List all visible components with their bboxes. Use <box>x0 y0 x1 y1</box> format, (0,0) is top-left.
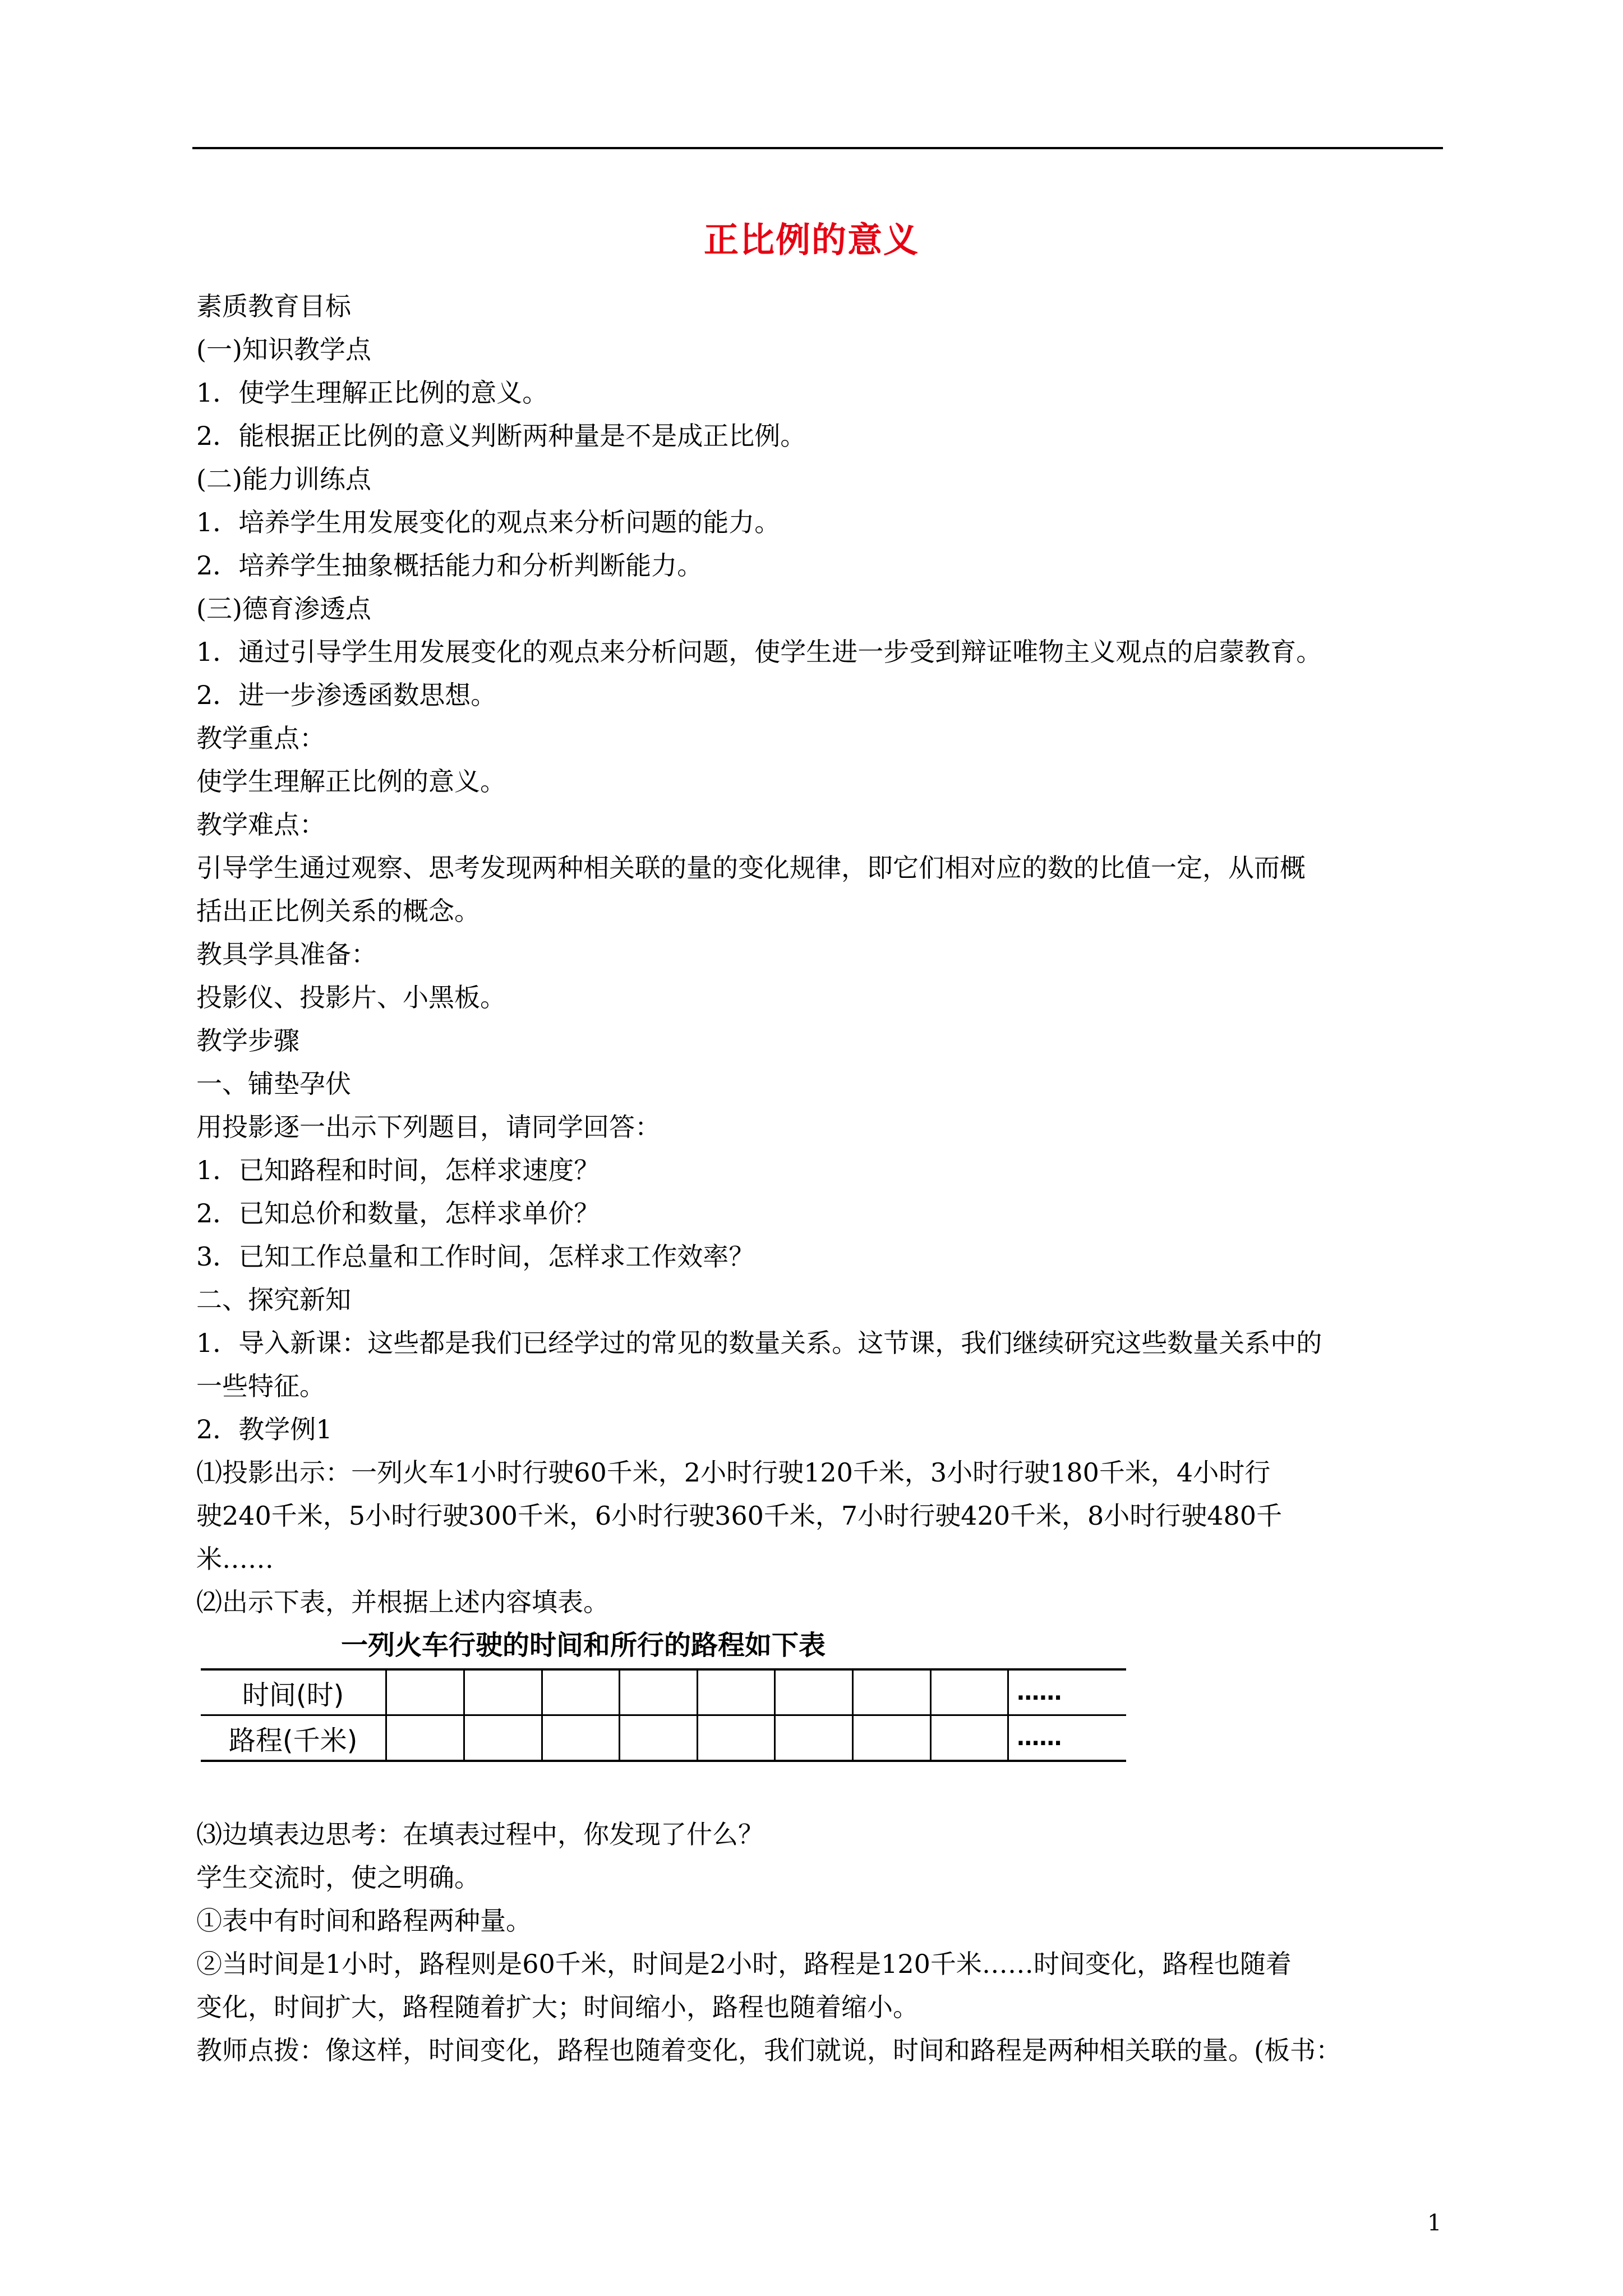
text-line: ①表中有时间和路程两种量。 <box>196 1906 532 1936</box>
text-line: 教学步骤 <box>196 1025 299 1056</box>
text-line: 教学难点： <box>196 809 325 840</box>
text-line: 2．培养学生抽象概括能力和分析判断能力。 <box>196 550 703 581</box>
text-line: ⑶边填表边思考：在填表过程中，你发现了什么？ <box>196 1819 764 1849</box>
text-line: ⑴投影出示：一列火车1小时行驶60千米，2小时行驶120千米，3小时行驶180千米，4小时行 <box>196 1457 1271 1488</box>
body-text-continued <box>196 1813 1447 2072</box>
table-cell <box>386 1669 464 1715</box>
text-line: 素质教育目标 <box>196 291 351 321</box>
table-cell <box>697 1715 775 1761</box>
text-line: 2．进一步渗透函数思想。 <box>196 680 497 710</box>
table-cell <box>386 1715 464 1761</box>
text-line: 括出正比例关系的概念。 <box>196 896 480 926</box>
text-line: 驶240千米，5小时行驶300千米，6小时行驶360千米，7小时行驶420千米，8小时行驶480千 <box>196 1501 1283 1531</box>
text-line: 教具学具准备： <box>196 939 377 969</box>
text-line: 1．使学生理解正比例的意义。 <box>196 378 548 408</box>
text-line: 1．已知路程和时间，怎样求速度？ <box>196 1155 600 1185</box>
fill-in-table <box>201 1626 1126 1762</box>
text-line: 使学生理解正比例的意义。 <box>196 766 506 797</box>
table-cell <box>775 1715 853 1761</box>
table-cell <box>930 1715 1008 1761</box>
text-line: 学生交流时，使之明确。 <box>196 1862 480 1893</box>
text-line: (二)能力训练点 <box>196 464 371 494</box>
text-line: 米…… <box>196 1544 274 1574</box>
table-row-distance <box>201 1715 1126 1761</box>
text-line: 2．能根据正比例的意义判断两种量是不是成正比例。 <box>196 421 806 451</box>
table-cell <box>853 1715 931 1761</box>
table-cell <box>620 1715 698 1761</box>
table-cell <box>853 1669 931 1715</box>
table-header-distance: 路程(千米) <box>201 1715 386 1761</box>
page-number: 1 <box>1427 2210 1442 2236</box>
table-cell <box>542 1715 620 1761</box>
table-caption: 一列火车行驶的时间和所行的路程如下表 <box>341 1630 826 1661</box>
text-line: 教师点拨：像这样，时间变化，路程也随着变化，我们就说，时间和路程是两种相关联的量。(板书： <box>196 2035 1341 2065</box>
text-line: 2．教学例1 <box>196 1414 333 1444</box>
text-line: 1．通过引导学生用发展变化的观点来分析问题，使学生进一步受到辩证唯物主义观点的启蒙教育。 <box>196 637 1322 667</box>
table-cell <box>620 1669 698 1715</box>
table-row-time <box>201 1669 1126 1715</box>
table-cell <box>930 1669 1008 1715</box>
text-line: ⑵出示下表，并根据上述内容填表。 <box>196 1587 609 1617</box>
text-line: ②当时间是1小时，路程则是60千米，时间是2小时，路程是120千米……时间变化，路程也随着 <box>196 1949 1292 1979</box>
page-title: 正比例的意义 <box>703 219 919 260</box>
text-line: 用投影逐一出示下列题目，请同学回答： <box>196 1112 661 1142</box>
text-line: 变化，时间扩大，路程随着扩大；时间缩小，路程也随着缩小。 <box>196 1992 919 2022</box>
table-cell <box>464 1669 542 1715</box>
table-header-time: 时间(时) <box>201 1669 386 1715</box>
text-line: 一、铺垫孕伏 <box>196 1069 351 1099</box>
text-line: 二、探究新知 <box>196 1285 351 1315</box>
text-line: 1．培养学生用发展变化的观点来分析问题的能力。 <box>196 507 781 537</box>
text-line: 一些特征。 <box>196 1371 325 1401</box>
table-ellipsis: …… <box>1008 1715 1126 1761</box>
text-line: (三)德育渗透点 <box>196 593 371 624</box>
text-line: 1．导入新课：这些都是我们已经学过的常见的数量关系。这节课，我们继续研究这些数量关系中的 <box>196 1328 1322 1358</box>
text-line: 引导学生通过观察、思考发现两种相关联的量的变化规律，即它们相对应的数的比值一定，从而概 <box>196 853 1306 883</box>
table-cell <box>464 1715 542 1761</box>
text-line: 2．已知总价和数量，怎样求单价？ <box>196 1198 600 1228</box>
time-distance-table <box>201 1668 1126 1762</box>
table-cell <box>697 1669 775 1715</box>
text-line: 3．已知工作总量和工作时间，怎样求工作效率？ <box>196 1241 755 1272</box>
header-rule <box>192 147 1443 149</box>
text-line: 教学重点： <box>196 723 325 753</box>
table-cell <box>542 1669 620 1715</box>
text-line: (一)知识教学点 <box>196 334 371 365</box>
text-line: 投影仪、投影片、小黑板。 <box>196 982 506 1013</box>
table-cell <box>775 1669 853 1715</box>
table-ellipsis: …… <box>1008 1669 1126 1715</box>
body-text <box>196 285 1447 1624</box>
